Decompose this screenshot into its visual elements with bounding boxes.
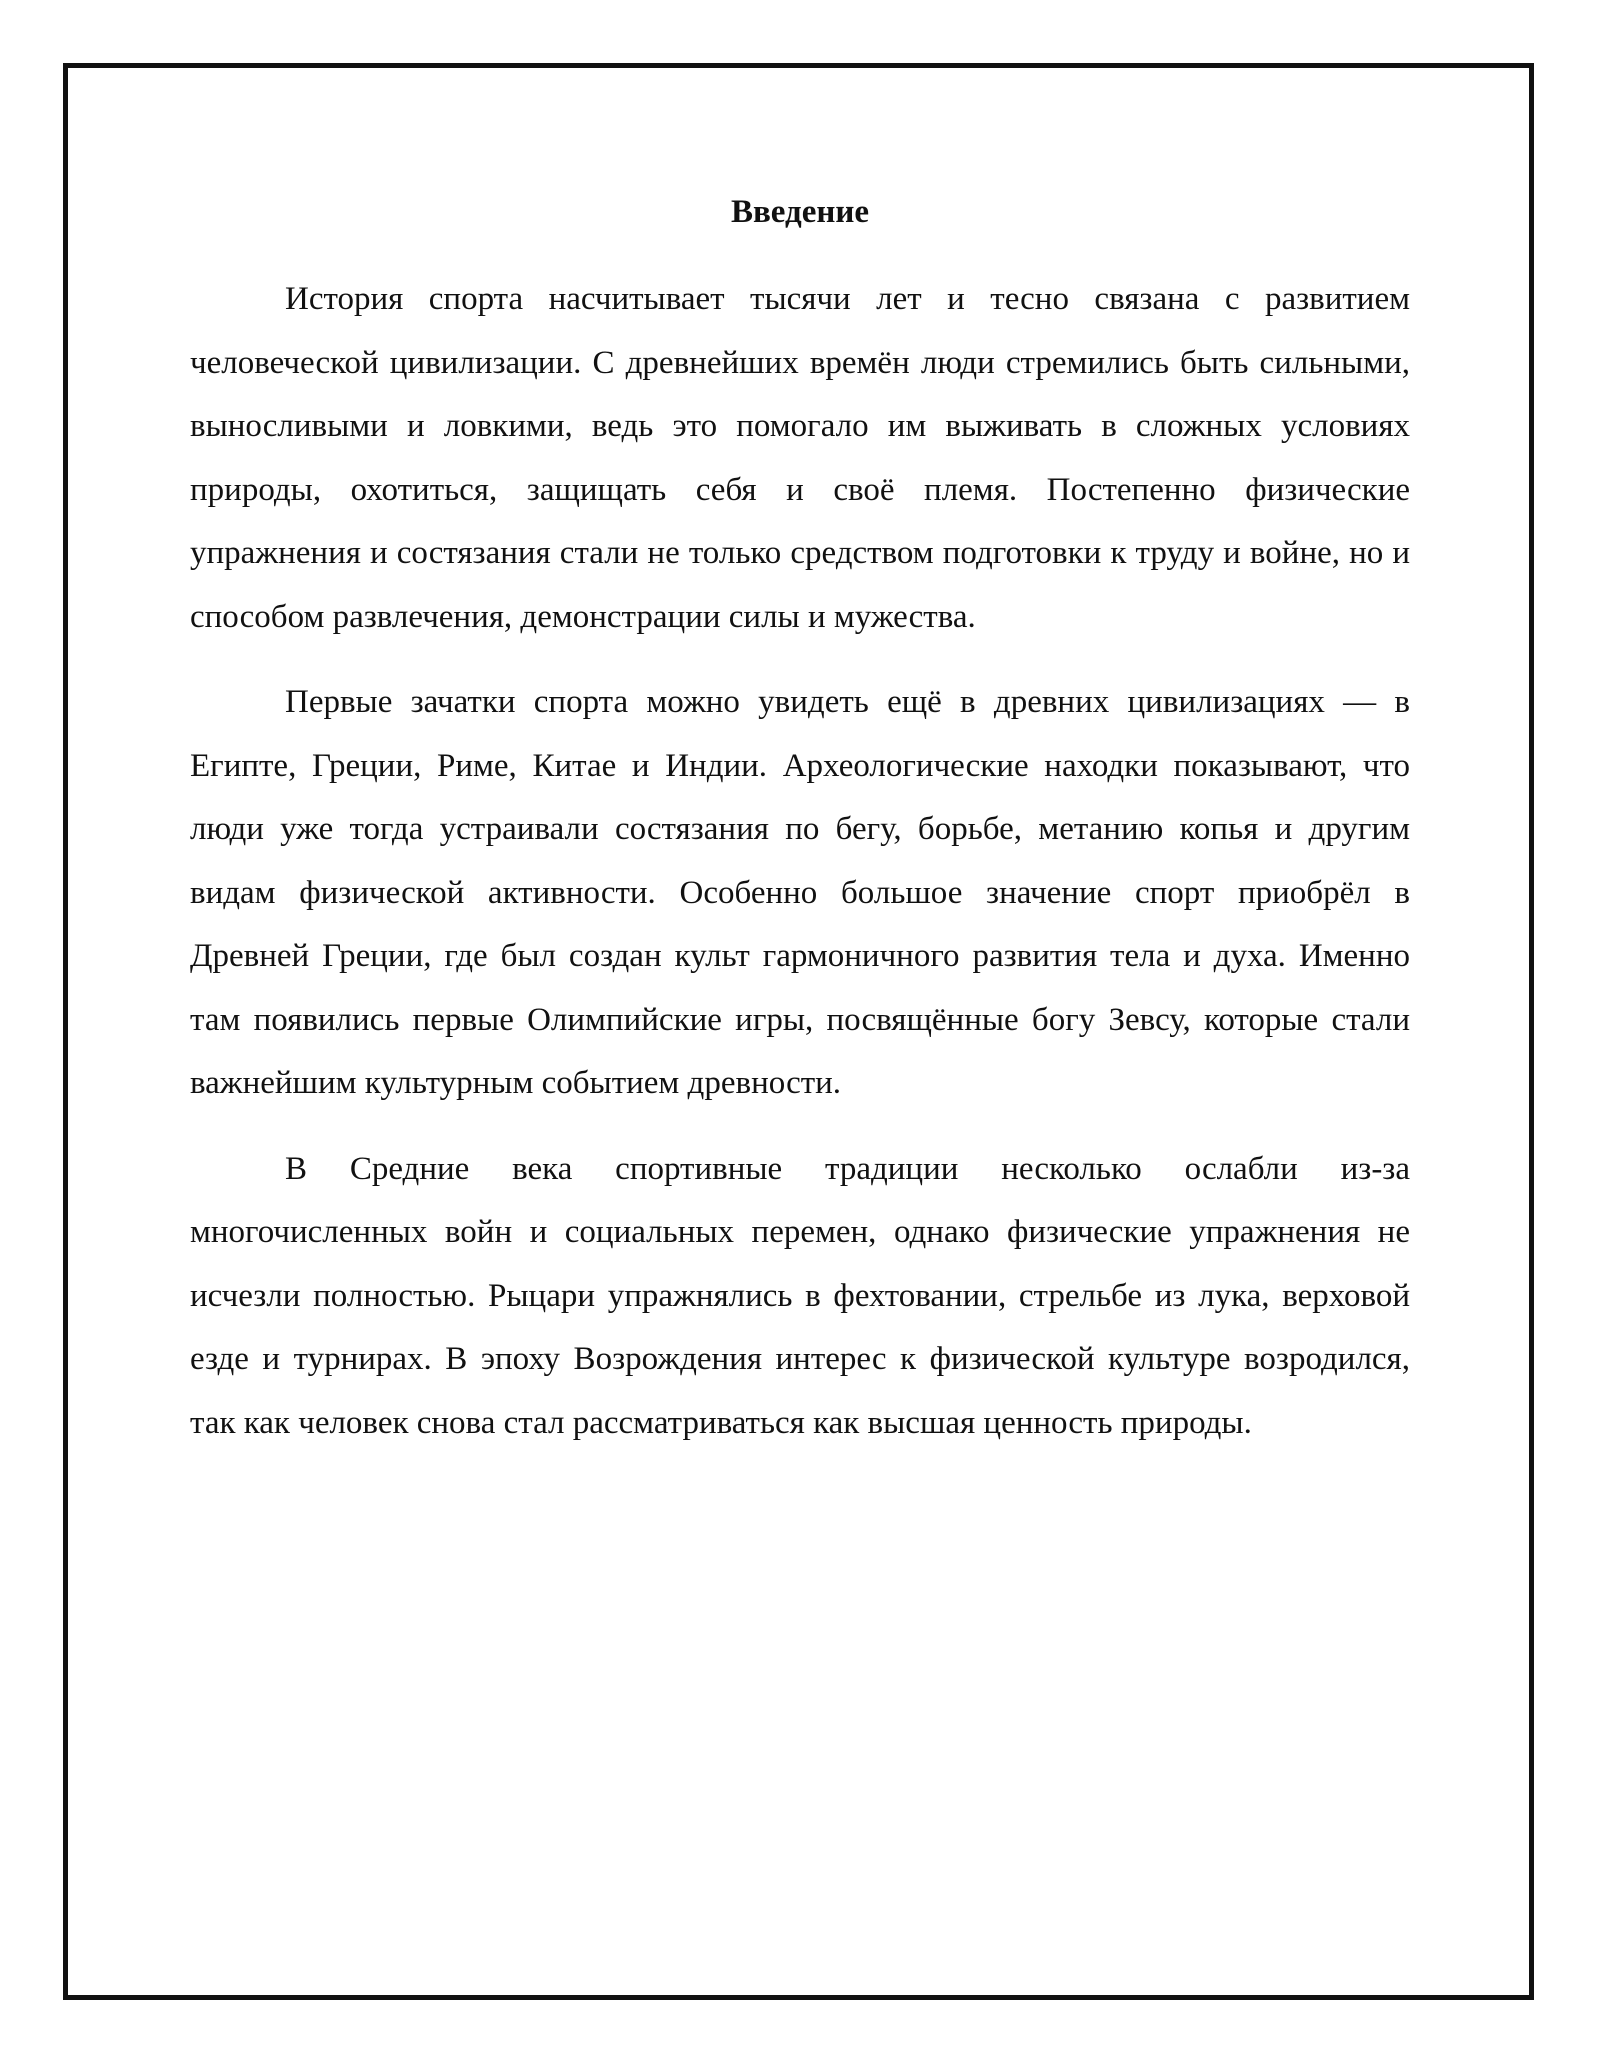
paragraph-3: В Средние века спортивные традиции несколько ослабли из-за многочисленных войн и социальных перемен, однако физические упражнения не исчезли полностью. Рыцари упражнялись в фехтовании, стрельбе из лука, верховой езде и турнирах. В эпоху Возрождения интерес к физической культуре возродился, так как человек снова стал рассматриваться как высшая ценность природы.: [190, 1150, 1410, 1441]
paragraph-1: История спорта насчитывает тысячи лет и тесно связана с развитием человеческой цивилизации. С древнейших времён люди стремились быть сильными, выносливыми и ловкими, ведь это помогало им выживать в сложных условиях природы, охотиться, защищать себя и своё племя. Постепенно физические упражнения и состязания стали не только средством подготовки к труду и войне, но и способом развлечения, демонстрации силы и мужества.: [190, 281, 1410, 635]
document-title: Введение: [730, 194, 870, 230]
paragraph-2: Первые зачатки спорта можно увидеть ещё в древних цивилизациях — в Египте, Греции, Риме, Китае и Индии. Археологические находки показывают, что люди уже тогда устраивали состязания по бегу, борьбе, метанию копья и другим видам физической активности. Особенно большое значение спорт приобрёл в Древней Греции, где был создан культ гармоничного развития тела и духа. Именно там появились первые Олимпийские игры, посвящённые богу Зевсу, которые стали важнейшим культурным событием древности.: [190, 684, 1410, 1101]
document-body: [190, 184, 1410, 1477]
